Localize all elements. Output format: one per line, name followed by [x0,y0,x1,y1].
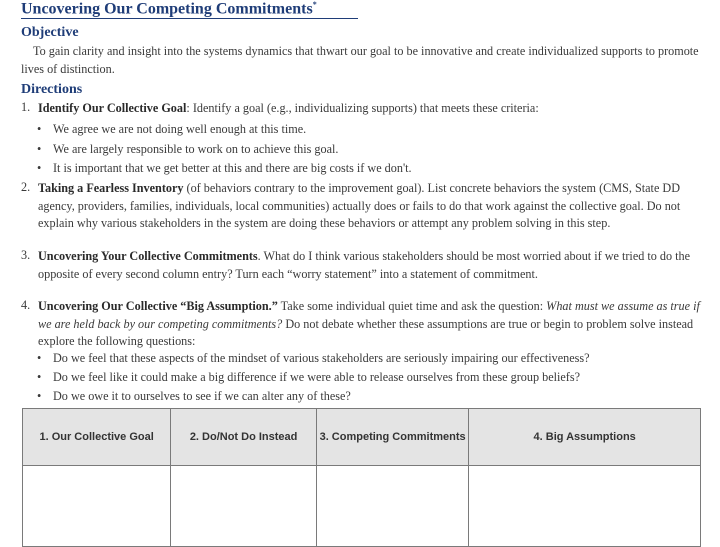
page-title: Uncovering Our Competing Commitments* [21,0,317,18]
column-header: 3. Competing Commitments [316,409,468,466]
item-italic-question: What must we assume as true if we are held back by our competing commitments? [38,299,700,331]
item-title: Identify Our Collective Goal [38,101,187,115]
title-underline [21,18,358,19]
item-text: Do not debate whether these assumptions are true or begin to problem solve instead explore the following questions: [38,316,694,348]
table-cell-do-not-do[interactable] [171,466,317,547]
table-header-row [23,409,701,466]
question-item: Do we owe it to ourselves to see if we can alter any of these? [53,389,351,403]
criteria-item: We are largely responsible to work on to achieve this goal. [53,142,339,156]
table-row [23,466,701,547]
table-cell-competing-commitments[interactable] [316,466,468,547]
question-item: Do we feel like it could make a big difference if we were able to release ourselves from these group beliefs? [53,370,581,384]
criteria-item: It is important that we get better at this and there are big costs if we don't. [53,161,412,175]
direction-item-1 [38,100,702,118]
item-title: Uncovering Your Collective Commitments [38,249,258,263]
bullet-icon: • [37,161,42,175]
item-title: Taking a Fearless Inventory [38,181,184,195]
item-title: Uncovering Our Collective “Big Assumption.” [38,299,278,313]
item-text: Take some individual quiet time and ask the question: [277,299,547,313]
table-cell-goal[interactable] [23,466,171,547]
item-number: 4. [21,298,31,312]
question-item: Do we feel that these aspects of the mindset of various stakeholders are seriously impairing our effectiveness? [53,351,590,365]
direction-item-3 [38,248,702,283]
column-header: 1. Our Collective Goal [23,409,171,466]
objective-text: To gain clarity and insight into the systems dynamics that thwart our goal to be innovative and create individualized supports to promote lives of distinction. [21,44,699,76]
bullet-icon: • [37,389,42,403]
item-text: : Identify a goal (e.g., individualizing supports) that meets these criteria: [186,101,539,115]
objective-heading: Objective [21,25,79,40]
item-number: 2. [21,180,31,194]
bullet-icon: • [37,122,42,136]
item-number: 1. [21,100,31,114]
direction-item-2 [38,180,702,233]
directions-heading: Directions [21,82,83,97]
direction-item-4 [38,298,702,351]
table-cell-big-assumptions[interactable] [469,466,701,547]
column-header: 2. Do/Not Do Instead [171,409,317,466]
item-text: . What do I think various stakeholders should be most worried about if we tried to do the opposite of every second column entry? Turn each “worry statement” into a statement of commitment. [38,249,691,281]
bullet-icon: • [37,351,42,365]
bullet-icon: • [37,142,42,156]
item-text: (of behaviors contrary to the improvement goal). List concrete behaviors the system (CMS, State DD agency, providers, families, individuals, local communities) actually does or fails to do that work against the collective goal. Do not explain why various stakeholders in the system are doing these behaviors or attempt any problem solving in this step. [38,181,681,230]
bullet-icon: • [37,370,42,384]
criteria-item: We agree we are not doing well enough at this time. [53,122,307,136]
commitments-table [22,408,701,547]
item-number: 3. [21,248,31,262]
column-header: 4. Big Assumptions [469,409,701,466]
